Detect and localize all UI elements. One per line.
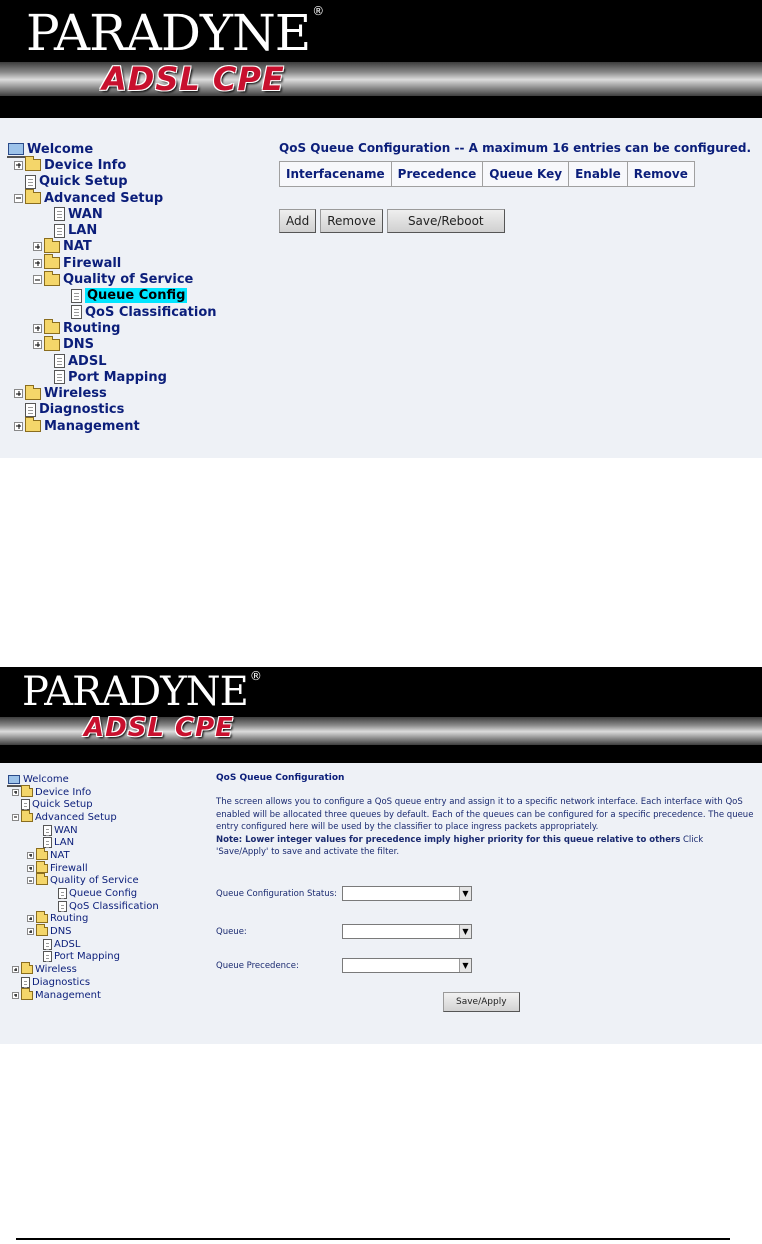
- main-content: [216, 773, 756, 1007]
- nav-welcome[interactable]: Welcome: [8, 141, 217, 157]
- header-banner: [0, 0, 762, 118]
- nav-wireless[interactable]: Wireless: [8, 385, 217, 401]
- queue-precedence-row: [216, 958, 472, 973]
- expand-icon[interactable]: [33, 242, 42, 251]
- column-header: Enable: [569, 162, 628, 187]
- expand-icon[interactable]: [12, 992, 19, 999]
- document-icon: [71, 305, 82, 319]
- document-icon: [21, 799, 30, 810]
- queue-label: Queue:: [216, 926, 247, 937]
- nav-queue-config-selected: Queue Config: [87, 288, 186, 304]
- precedence-note: Note: Lower integer values for precedence imply higher priority for this queue relative to others: [216, 834, 681, 845]
- document-icon: [43, 951, 52, 962]
- document-icon: [43, 825, 52, 836]
- expand-icon[interactable]: [14, 389, 23, 398]
- page-title: QoS Queue Configuration: [216, 773, 345, 783]
- nav-tree: [8, 773, 159, 1001]
- nav-management[interactable]: Management: [8, 418, 217, 434]
- folder-icon: [36, 864, 48, 873]
- document-icon: [43, 837, 52, 848]
- save-apply-button[interactable]: Save/Apply: [443, 992, 520, 1012]
- nav-welcome[interactable]: Welcome: [8, 773, 159, 786]
- nav-device-info[interactable]: Device Info: [8, 157, 217, 173]
- nav-adsl[interactable]: ADSL: [8, 353, 217, 369]
- document-icon: [21, 977, 30, 988]
- queue-row: [216, 924, 472, 939]
- main-content: [279, 141, 751, 233]
- folder-icon: [25, 388, 41, 400]
- nav-quality-of-service[interactable]: Quality of Service: [8, 875, 159, 888]
- folder-icon: [36, 851, 48, 860]
- nav-queue-config[interactable]: Queue Config: [8, 887, 159, 900]
- nav-advanced-setup[interactable]: Advanced Setup: [8, 811, 159, 824]
- expand-icon[interactable]: [27, 915, 34, 922]
- collapse-icon[interactable]: [33, 275, 42, 284]
- product-name: ADSL CPE: [102, 60, 285, 98]
- collapse-icon[interactable]: [12, 814, 19, 821]
- open-folder-icon: [36, 876, 48, 885]
- nav-advanced-setup[interactable]: Advanced Setup: [8, 190, 217, 206]
- computer-icon: [8, 775, 20, 784]
- expand-icon[interactable]: [33, 259, 42, 268]
- nav-adsl[interactable]: ADSL: [8, 938, 159, 951]
- document-icon: [25, 403, 36, 417]
- column-header: Queue Key: [483, 162, 569, 187]
- screenshot-queue-list: [0, 0, 762, 458]
- open-folder-icon: [44, 274, 60, 286]
- expand-icon[interactable]: [12, 966, 19, 973]
- folder-icon: [25, 420, 41, 432]
- save-reboot-button[interactable]: Save/Reboot: [387, 209, 505, 233]
- add-button[interactable]: Add: [279, 209, 316, 233]
- expand-icon[interactable]: [14, 161, 23, 170]
- nav-port-mapping[interactable]: Port Mapping: [8, 951, 159, 964]
- nav-firewall[interactable]: Firewall: [8, 862, 159, 875]
- queue-select[interactable]: [342, 924, 472, 939]
- folder-icon: [21, 965, 33, 974]
- nav-port-mapping[interactable]: Port Mapping: [8, 369, 217, 385]
- header-banner: [0, 667, 762, 763]
- folder-icon: [21, 788, 33, 797]
- nav-dns[interactable]: DNS: [8, 337, 217, 353]
- computer-icon: [8, 143, 24, 155]
- expand-icon[interactable]: [33, 340, 42, 349]
- nav-routing[interactable]: Routing: [8, 913, 159, 926]
- nav-qos-classification[interactable]: QoS Classification: [8, 304, 217, 320]
- folder-icon: [36, 927, 48, 936]
- page-description: The screen allows you to configure a QoS queue entry and assign it to a specific network interface. Each interface with QoS enabled will be allocated three queues by default. Each of the queues can be configured for a specific precedence. The queue entry configured here will be used by the classifier to place ingress packets appropriately. Note: Lower integer values for precedence imply higher priority for this queue relative to others Click 'Save/Apply' to save and activate the filter.: [216, 797, 754, 858]
- document-icon: [54, 207, 65, 221]
- nav-tree: [8, 141, 217, 434]
- folder-icon: [36, 914, 48, 923]
- expand-icon[interactable]: [27, 865, 34, 872]
- collapse-icon[interactable]: [14, 194, 23, 203]
- nav-management[interactable]: Management: [8, 989, 159, 1002]
- document-icon: [54, 370, 65, 384]
- nav-quality-of-service[interactable]: Quality of Service: [8, 271, 217, 287]
- nav-nat[interactable]: NAT: [8, 239, 217, 255]
- nav-lan[interactable]: LAN: [8, 222, 217, 238]
- nav-diagnostics[interactable]: Diagnostics: [8, 976, 159, 989]
- paradyne-logo: PARADYNE ®: [26, 4, 324, 62]
- folder-icon: [44, 241, 60, 253]
- column-header: Interfacename: [280, 162, 392, 187]
- nav-wan[interactable]: WAN: [8, 824, 159, 837]
- nav-wan[interactable]: WAN: [8, 206, 217, 222]
- expand-icon[interactable]: [14, 422, 23, 431]
- nav-wireless[interactable]: Wireless: [8, 963, 159, 976]
- paradyne-logo: PARADYNE ®: [22, 669, 261, 715]
- column-header: Precedence: [391, 162, 483, 187]
- page-title: QoS Queue Configuration -- A maximum 16 entries can be configured.: [279, 141, 752, 155]
- nav-qos-classification[interactable]: QoS Classification: [8, 900, 159, 913]
- dropdown-arrow-icon[interactable]: ▼: [459, 925, 471, 938]
- folder-icon: [44, 322, 60, 334]
- remove-button[interactable]: Remove: [320, 209, 383, 233]
- folder-icon: [25, 159, 41, 171]
- table-header-row: [280, 162, 695, 187]
- nav-firewall[interactable]: Firewall: [8, 255, 217, 271]
- document-icon: [54, 224, 65, 238]
- queue-status-row: [216, 886, 472, 901]
- queue-precedence-select[interactable]: [342, 958, 472, 973]
- product-name: ADSL CPE: [84, 713, 234, 743]
- column-header: Remove: [627, 162, 694, 187]
- folder-icon: [44, 339, 60, 351]
- nav-device-info[interactable]: Device Info: [8, 786, 159, 799]
- queue-precedence-label: Queue Precedence:: [216, 960, 299, 971]
- nav-quick-setup[interactable]: Quick Setup: [8, 174, 217, 190]
- nav-routing[interactable]: Routing: [8, 320, 217, 336]
- dropdown-arrow-icon[interactable]: ▼: [459, 887, 471, 900]
- document-icon: [25, 175, 36, 189]
- document-icon: [58, 901, 67, 912]
- document-icon: [54, 354, 65, 368]
- document-icon: [43, 939, 52, 950]
- expand-icon[interactable]: [12, 789, 19, 796]
- nav-lan[interactable]: LAN: [8, 836, 159, 849]
- folder-icon: [21, 991, 33, 1000]
- queue-table: [279, 161, 695, 187]
- open-folder-icon: [25, 192, 41, 204]
- open-folder-icon: [21, 813, 33, 822]
- collapse-icon[interactable]: [27, 877, 34, 884]
- document-icon: [71, 289, 82, 303]
- nav-dns[interactable]: DNS: [8, 925, 159, 938]
- nav-queue-config[interactable]: [8, 288, 217, 304]
- document-icon: [58, 888, 67, 899]
- expand-icon[interactable]: [33, 324, 42, 333]
- nav-nat[interactable]: NAT: [8, 849, 159, 862]
- nav-diagnostics[interactable]: Diagnostics: [8, 402, 217, 418]
- footer-rule: [16, 1238, 730, 1240]
- button-row: [279, 209, 751, 233]
- dropdown-arrow-icon[interactable]: ▼: [459, 959, 471, 972]
- nav-quick-setup[interactable]: Quick Setup: [8, 798, 159, 811]
- expand-icon[interactable]: [27, 928, 34, 935]
- folder-icon: [44, 257, 60, 269]
- queue-status-label: Queue Configuration Status:: [216, 888, 337, 899]
- expand-icon[interactable]: [27, 852, 34, 859]
- queue-status-select[interactable]: [342, 886, 472, 901]
